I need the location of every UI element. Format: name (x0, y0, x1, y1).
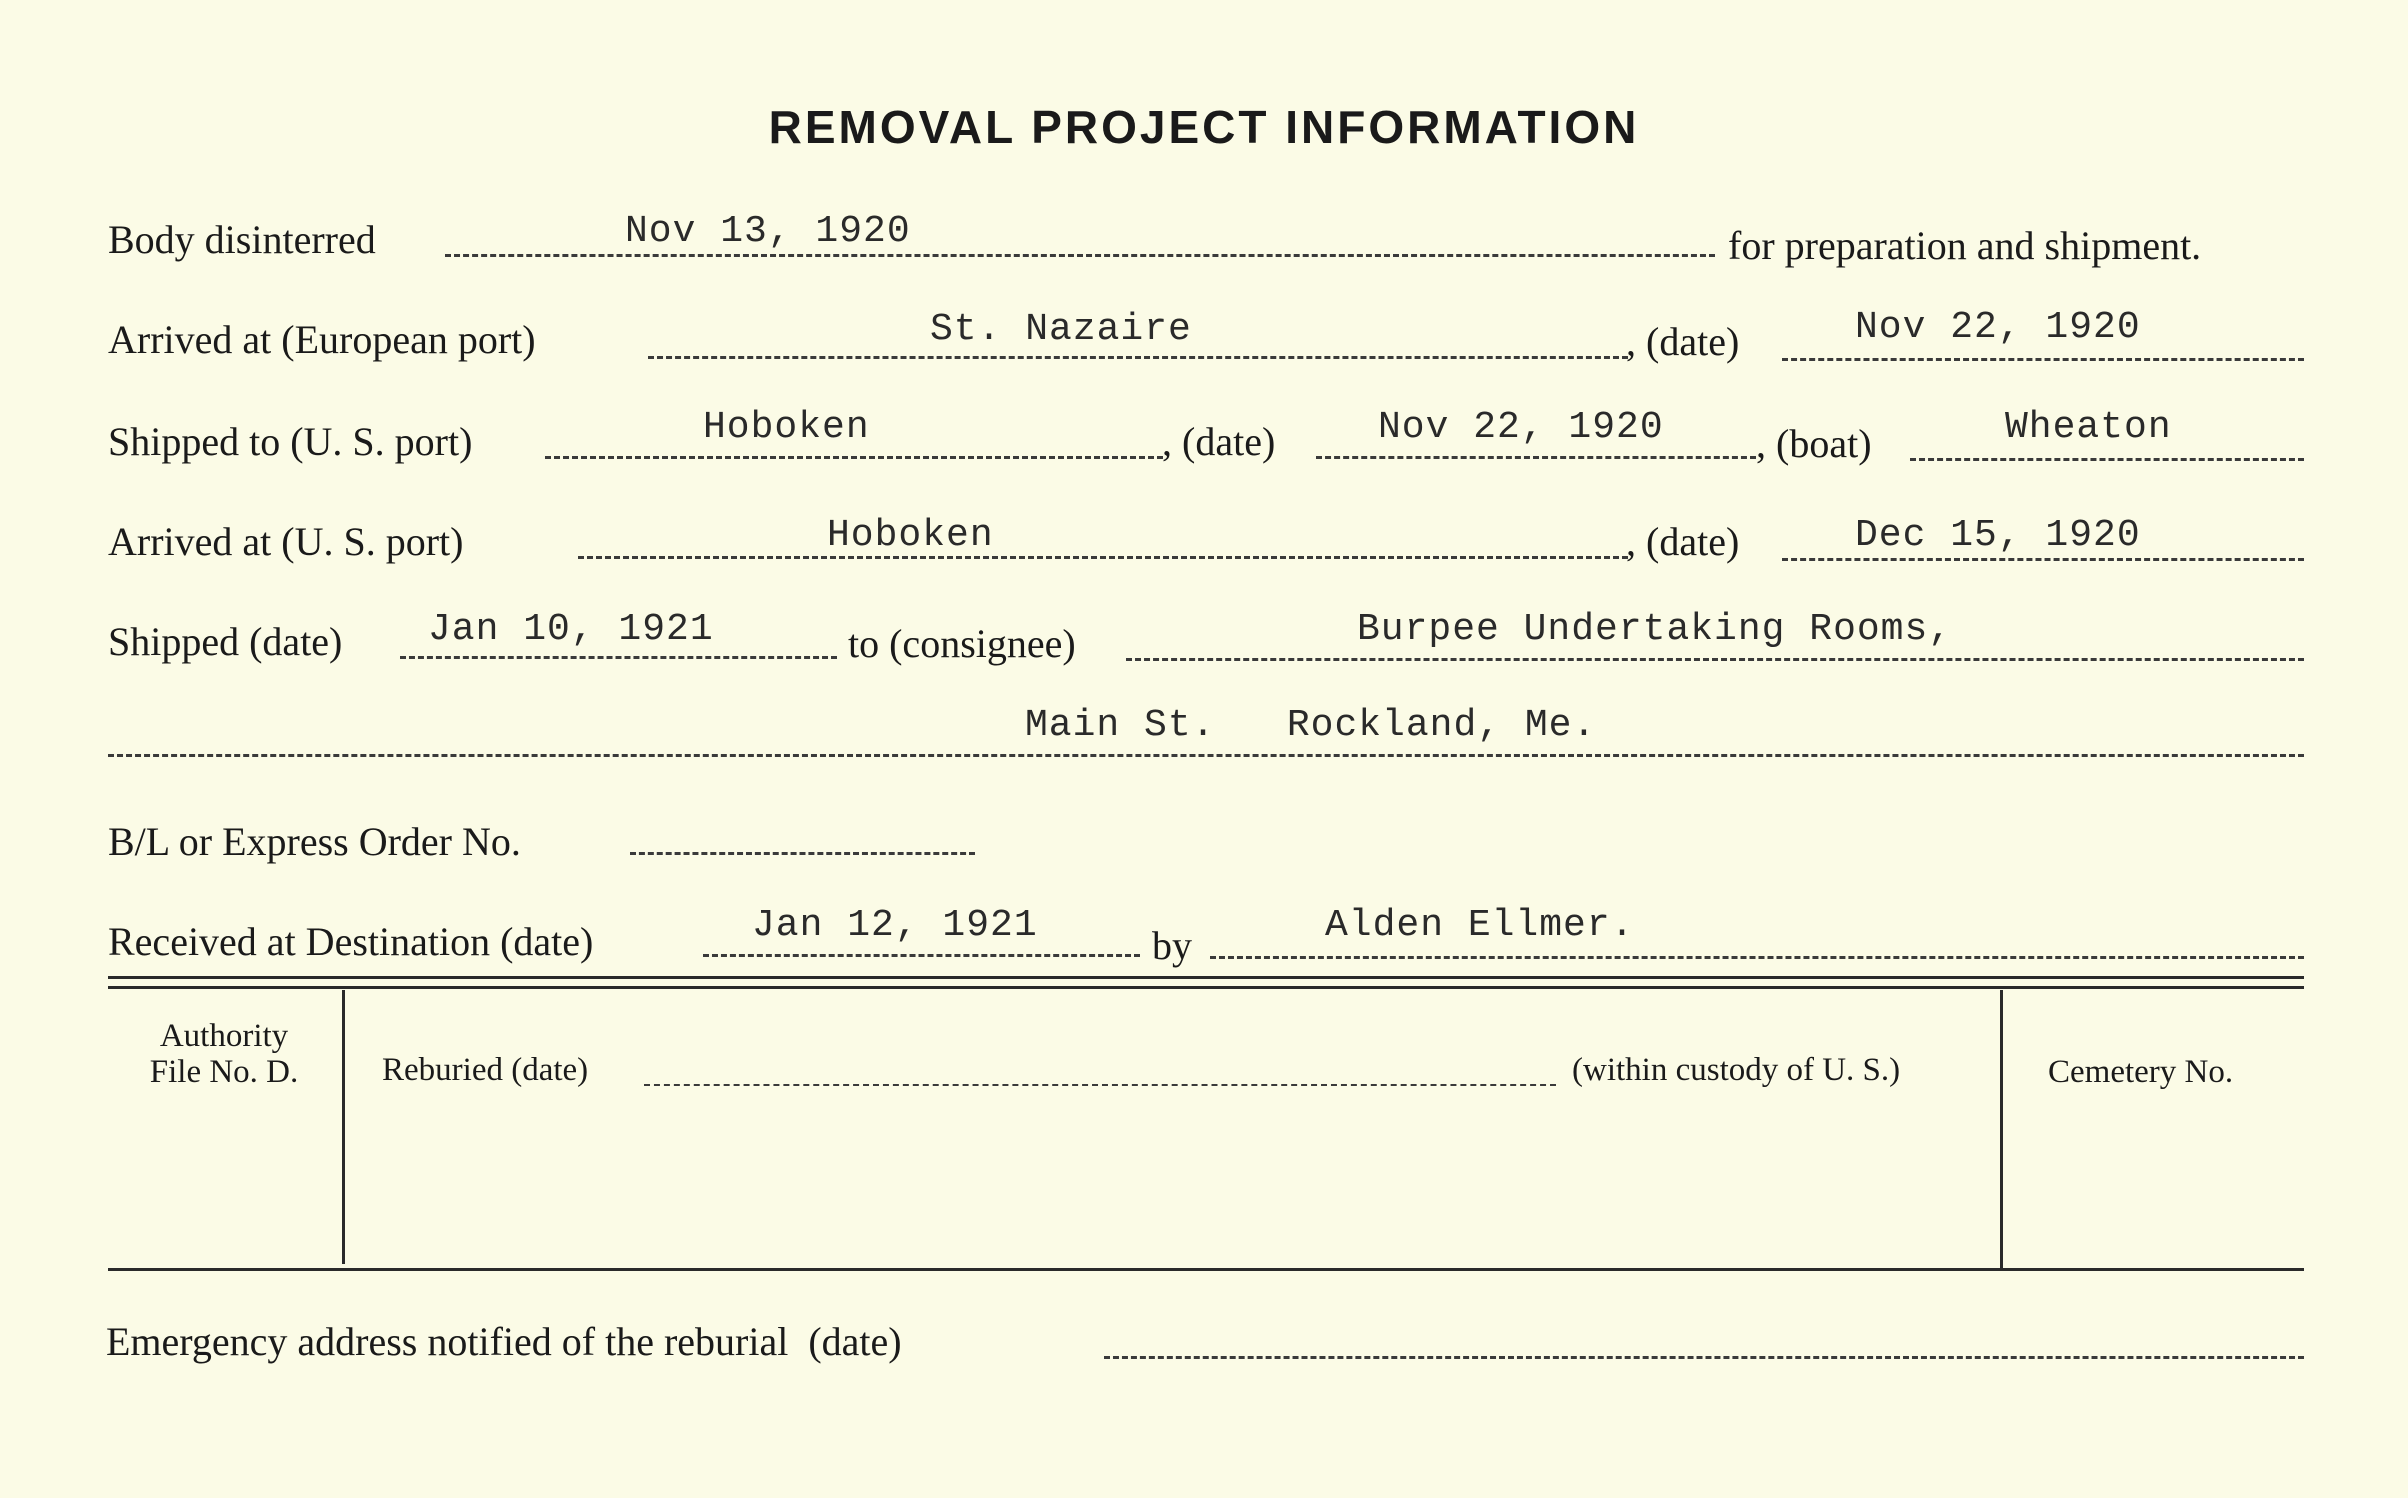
consignee-line (1126, 658, 2304, 661)
by-line (1210, 956, 2304, 959)
european-port-date-value: Nov 22, 1920 (1855, 306, 2141, 349)
us-port-label: Shipped to (U. S. port) (108, 419, 473, 464)
authority-line1: Authority (159, 1018, 289, 1054)
european-port-date-label: , (date) (1626, 319, 1740, 364)
box-divider-left (342, 990, 345, 1264)
reburied-date-line (644, 1084, 1556, 1086)
us-port-value: Hoboken (703, 406, 870, 449)
cemetery-no-label: Cemetery No. (2048, 1054, 2234, 1090)
authority-line2: File No. D. (149, 1054, 299, 1090)
shipped-date-label: Shipped (date) (108, 619, 343, 664)
boat-line (1910, 458, 2304, 461)
box-top-rule-2 (108, 986, 2304, 989)
received-destination-label: Received at Destination (date) (108, 919, 594, 964)
consignee-label: to (consignee) (848, 621, 1076, 666)
shipped-date-line (400, 656, 837, 659)
consignee-address-line (108, 754, 2304, 757)
european-port-line (648, 356, 1628, 359)
body-disinterred-value: Nov 13, 1920 (625, 210, 911, 253)
consignee-value: Burpee Undertaking Rooms, (1357, 608, 1953, 651)
european-port-value: St. Nazaire (930, 308, 1192, 351)
arrived-us-port-date-value: Dec 15, 1920 (1855, 514, 2141, 557)
arrived-us-port-value: Hoboken (827, 514, 994, 557)
preparation-shipment-label: for preparation and shipment. (1728, 223, 2202, 268)
form-title: REMOVAL PROJECT INFORMATION (768, 101, 1640, 153)
received-destination-line (703, 954, 1140, 957)
body-disinterred-line (445, 254, 1715, 257)
us-port-line (545, 456, 1163, 459)
bl-order-line (630, 852, 975, 855)
european-port-date-line (1782, 358, 2304, 361)
arrived-us-port-label: Arrived at (U. S. port) (108, 519, 464, 564)
emergency-address-line (1104, 1356, 2304, 1359)
boat-value: Wheaton (2005, 406, 2172, 449)
by-value: Alden Ellmer. (1325, 904, 1635, 947)
authority-file-label (110, 1018, 338, 1090)
reburied-date-label: Reburied (date) (382, 1052, 589, 1088)
emergency-address-label: Emergency address notified of the reburial (date) (106, 1319, 902, 1364)
us-port-date-line (1316, 456, 1756, 459)
bl-order-label: B/L or Express Order No. (108, 819, 521, 864)
us-port-date-value: Nov 22, 1920 (1378, 406, 1664, 449)
shipped-date-value: Jan 10, 1921 (428, 608, 714, 651)
box-bottom-rule (108, 1268, 2304, 1271)
us-port-date-label: , (date) (1162, 419, 1276, 464)
arrived-us-port-line (578, 556, 1628, 559)
custody-label: (within custody of U. S.) (1572, 1052, 1901, 1088)
box-top-rule-1 (108, 976, 2304, 979)
body-disinterred-label: Body disinterred (108, 217, 376, 262)
european-port-label: Arrived at (European port) (108, 317, 536, 362)
by-label: by (1152, 923, 1192, 968)
boat-label: , (boat) (1756, 421, 1872, 466)
consignee-address-value: Main St. Rockland, Me. (1025, 704, 1597, 747)
arrived-us-port-date-line (1782, 558, 2304, 561)
arrived-us-port-date-label: , (date) (1626, 519, 1740, 564)
received-destination-value: Jan 12, 1921 (752, 904, 1038, 947)
box-divider-right (2000, 990, 2003, 1268)
